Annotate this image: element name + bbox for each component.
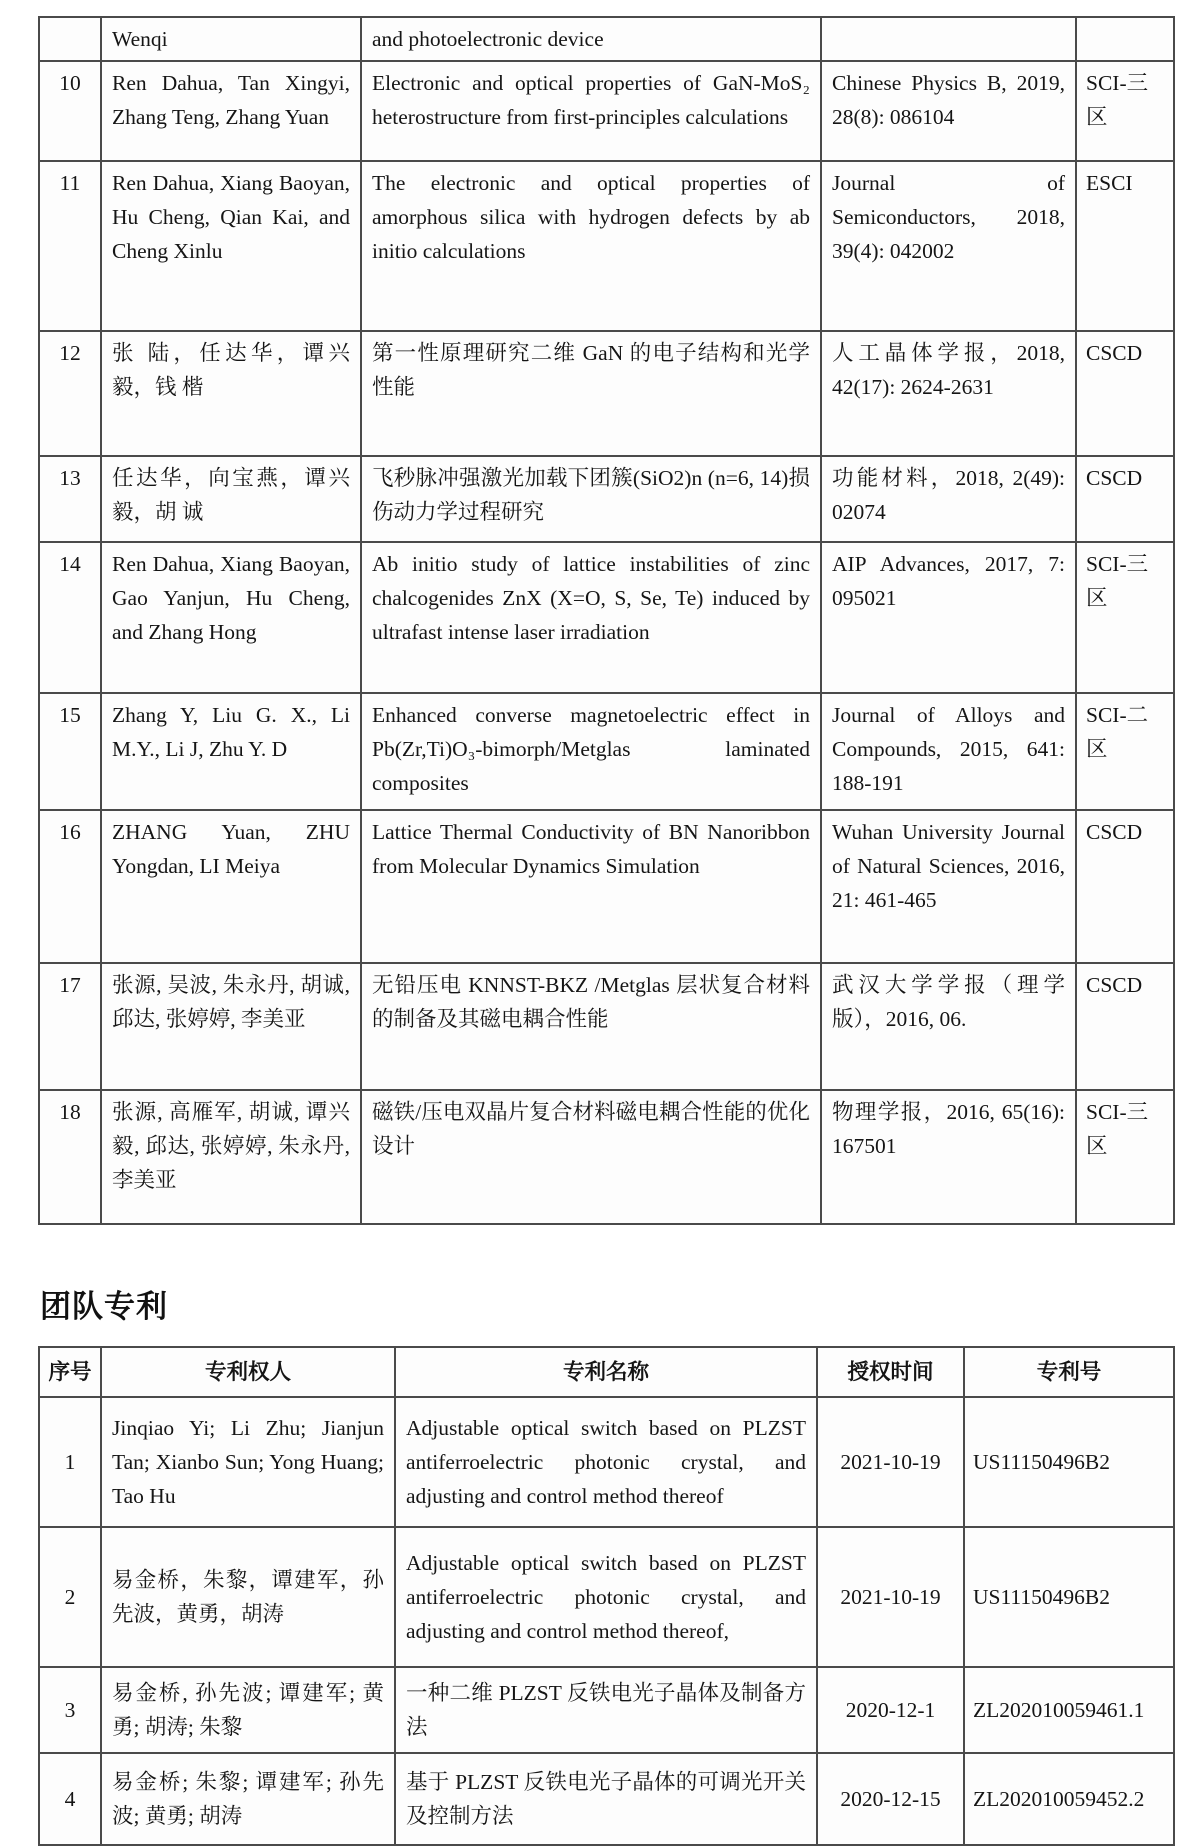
patent-date: 2020-12-1	[817, 1667, 964, 1753]
patent-index: 1	[39, 1397, 101, 1527]
pub-journal: Journal of Semiconductors, 2018, 39(4): 042002	[821, 161, 1076, 331]
pub-index: 17	[39, 963, 101, 1090]
patents-table	[38, 1346, 1175, 1846]
pub-title: Ab initio study of lattice instabilities of zinc chalcogenides ZnX (X=O, S, Se, Te) induced by ultrafast intense laser irradiation	[361, 542, 821, 693]
publication-row	[39, 331, 1174, 456]
patent-number: US11150496B2	[964, 1527, 1174, 1667]
patent-number: US11150496B2	[964, 1397, 1174, 1527]
patent-number: ZL202010059461.1	[964, 1667, 1174, 1753]
pub-journal: 物理学报，2016, 65(16): 167501	[821, 1090, 1076, 1224]
pub-title: 磁铁/压电双晶片复合材料磁电耦合性能的优化设计	[361, 1090, 821, 1224]
pub-index: 12	[39, 331, 101, 456]
pub-journal: 武汉大学学报（理学版），2016, 06.	[821, 963, 1076, 1090]
patents-header-index: 序号	[39, 1347, 101, 1397]
pub-authors: Ren Dahua, Xiang Baoyan, Gao Yanjun, Hu Cheng, and Zhang Hong	[101, 542, 361, 693]
pub-authors: 张源, 吴波, 朱永丹, 胡诚, 邱达, 张婷婷, 李美亚	[101, 963, 361, 1090]
pub-title: Enhanced converse magnetoelectric effect in Pb(Zr,Ti)O₃-bimorph/Metglas laminated composites	[361, 693, 821, 810]
patent-row	[39, 1527, 1174, 1667]
patents-header-number: 专利号	[964, 1347, 1174, 1397]
pub-level: SCI-二区	[1076, 693, 1174, 810]
pub-level	[1076, 17, 1174, 61]
publication-row	[39, 1090, 1174, 1224]
pub-index	[39, 17, 101, 61]
pub-authors: ZHANG Yuan, ZHU Yongdan, LI Meiya	[101, 810, 361, 963]
pub-authors: 张 陆，任达华，谭兴毅，钱 楷	[101, 331, 361, 456]
publication-row	[39, 810, 1174, 963]
pub-title: The electronic and optical properties of amorphous silica with hydrogen defects by ab initio calculations	[361, 161, 821, 331]
pub-index: 18	[39, 1090, 101, 1224]
pub-index: 14	[39, 542, 101, 693]
publication-row	[39, 161, 1174, 331]
publication-row	[39, 693, 1174, 810]
patent-owner: 易金桥，朱黎，谭建军，孙先波，黄勇，胡涛	[101, 1527, 395, 1667]
pub-journal: Journal of Alloys and Compounds, 2015, 641: 188-191	[821, 693, 1076, 810]
pub-journal: 功能材料，2018, 2(49): 02074	[821, 456, 1076, 542]
pub-level: CSCD	[1076, 456, 1174, 542]
patent-owner: 易金桥, 孙先波; 谭建军; 黄勇; 胡涛; 朱黎	[101, 1667, 395, 1753]
pub-title: Electronic and optical properties of GaN-MoS₂ heterostructure from first-principles calculations	[361, 61, 821, 161]
patents-header-name: 专利名称	[395, 1347, 817, 1397]
publication-row	[39, 456, 1174, 542]
pub-index: 10	[39, 61, 101, 161]
patent-date: 2021-10-19	[817, 1527, 964, 1667]
pub-title: Lattice Thermal Conductivity of BN Nanoribbon from Molecular Dynamics Simulation	[361, 810, 821, 963]
publication-row	[39, 61, 1174, 161]
patent-index: 3	[39, 1667, 101, 1753]
patents-section-title: 团队专利	[40, 1289, 168, 1324]
pub-journal: AIP Advances, 2017, 7: 095021	[821, 542, 1076, 693]
patent-index: 2	[39, 1527, 101, 1667]
pub-index: 16	[39, 810, 101, 963]
patent-row	[39, 1397, 1174, 1527]
publication-row-continued	[39, 17, 1174, 61]
pub-index: 13	[39, 456, 101, 542]
pub-authors: 任达华，向宝燕，谭兴毅，胡 诚	[101, 456, 361, 542]
patent-name: Adjustable optical switch based on PLZST antiferroelectric photonic crystal, and adjusting and control method thereof,	[395, 1527, 817, 1667]
pub-title: 无铅压电 KNNST-BKZ /Metglas 层状复合材料的制备及其磁电耦合性能	[361, 963, 821, 1090]
patent-number: ZL202010059452.2	[964, 1753, 1174, 1845]
pub-level: ESCI	[1076, 161, 1174, 331]
patent-name: 基于 PLZST 反铁电光子晶体的可调光开关及控制方法	[395, 1753, 817, 1845]
patent-index: 4	[39, 1753, 101, 1845]
patents-header-owner: 专利权人	[101, 1347, 395, 1397]
pub-title: and photoelectronic device	[361, 17, 821, 61]
patent-date: 2021-10-19	[817, 1397, 964, 1527]
publications-table	[38, 16, 1175, 1225]
pub-authors: Ren Dahua, Tan Xingyi, Zhang Teng, Zhang Yuan	[101, 61, 361, 161]
pub-journal: 人工晶体学报，2018, 42(17): 2624-2631	[821, 331, 1076, 456]
patents-header-date: 授权时间	[817, 1347, 964, 1397]
pub-journal: Wuhan University Journal of Natural Sciences, 2016, 21: 461-465	[821, 810, 1076, 963]
pub-index: 11	[39, 161, 101, 331]
patents-header-row	[39, 1347, 1174, 1397]
pub-level: CSCD	[1076, 810, 1174, 963]
patent-owner: Jinqiao Yi; Li Zhu; Jianjun Tan; Xianbo Sun; Yong Huang; Tao Hu	[101, 1397, 395, 1527]
pub-authors: Zhang Y, Liu G. X., Li M.Y., Li J, Zhu Y. D	[101, 693, 361, 810]
patent-row	[39, 1753, 1174, 1845]
pub-authors: Wenqi	[101, 17, 361, 61]
patent-date: 2020-12-15	[817, 1753, 964, 1845]
pub-index: 15	[39, 693, 101, 810]
pub-journal	[821, 17, 1076, 61]
patent-row	[39, 1667, 1174, 1753]
publication-row	[39, 963, 1174, 1090]
patent-name: Adjustable optical switch based on PLZST antiferroelectric photonic crystal, and adjusting and control method thereof	[395, 1397, 817, 1527]
pub-journal: Chinese Physics B, 2019, 28(8): 086104	[821, 61, 1076, 161]
pub-authors: 张源, 高雁军, 胡诚, 谭兴毅, 邱达, 张婷婷, 朱永丹, 李美亚	[101, 1090, 361, 1224]
pub-level: CSCD	[1076, 963, 1174, 1090]
patent-name: 一种二维 PLZST 反铁电光子晶体及制备方法	[395, 1667, 817, 1753]
pub-level: CSCD	[1076, 331, 1174, 456]
publication-row	[39, 542, 1174, 693]
pub-authors: Ren Dahua, Xiang Baoyan, Hu Cheng, Qian Kai, and Cheng Xinlu	[101, 161, 361, 331]
pub-title: 飞秒脉冲强激光加载下团簇(SiO2)n (n=6, 14)损伤动力学过程研究	[361, 456, 821, 542]
patent-owner: 易金桥; 朱黎; 谭建军; 孙先波; 黄勇; 胡涛	[101, 1753, 395, 1845]
pub-title: 第一性原理研究二维 GaN 的电子结构和光学性能	[361, 331, 821, 456]
pub-level: SCI-三区	[1076, 542, 1174, 693]
pub-level: SCI-三区	[1076, 61, 1174, 161]
pub-level: SCI-三区	[1076, 1090, 1174, 1224]
